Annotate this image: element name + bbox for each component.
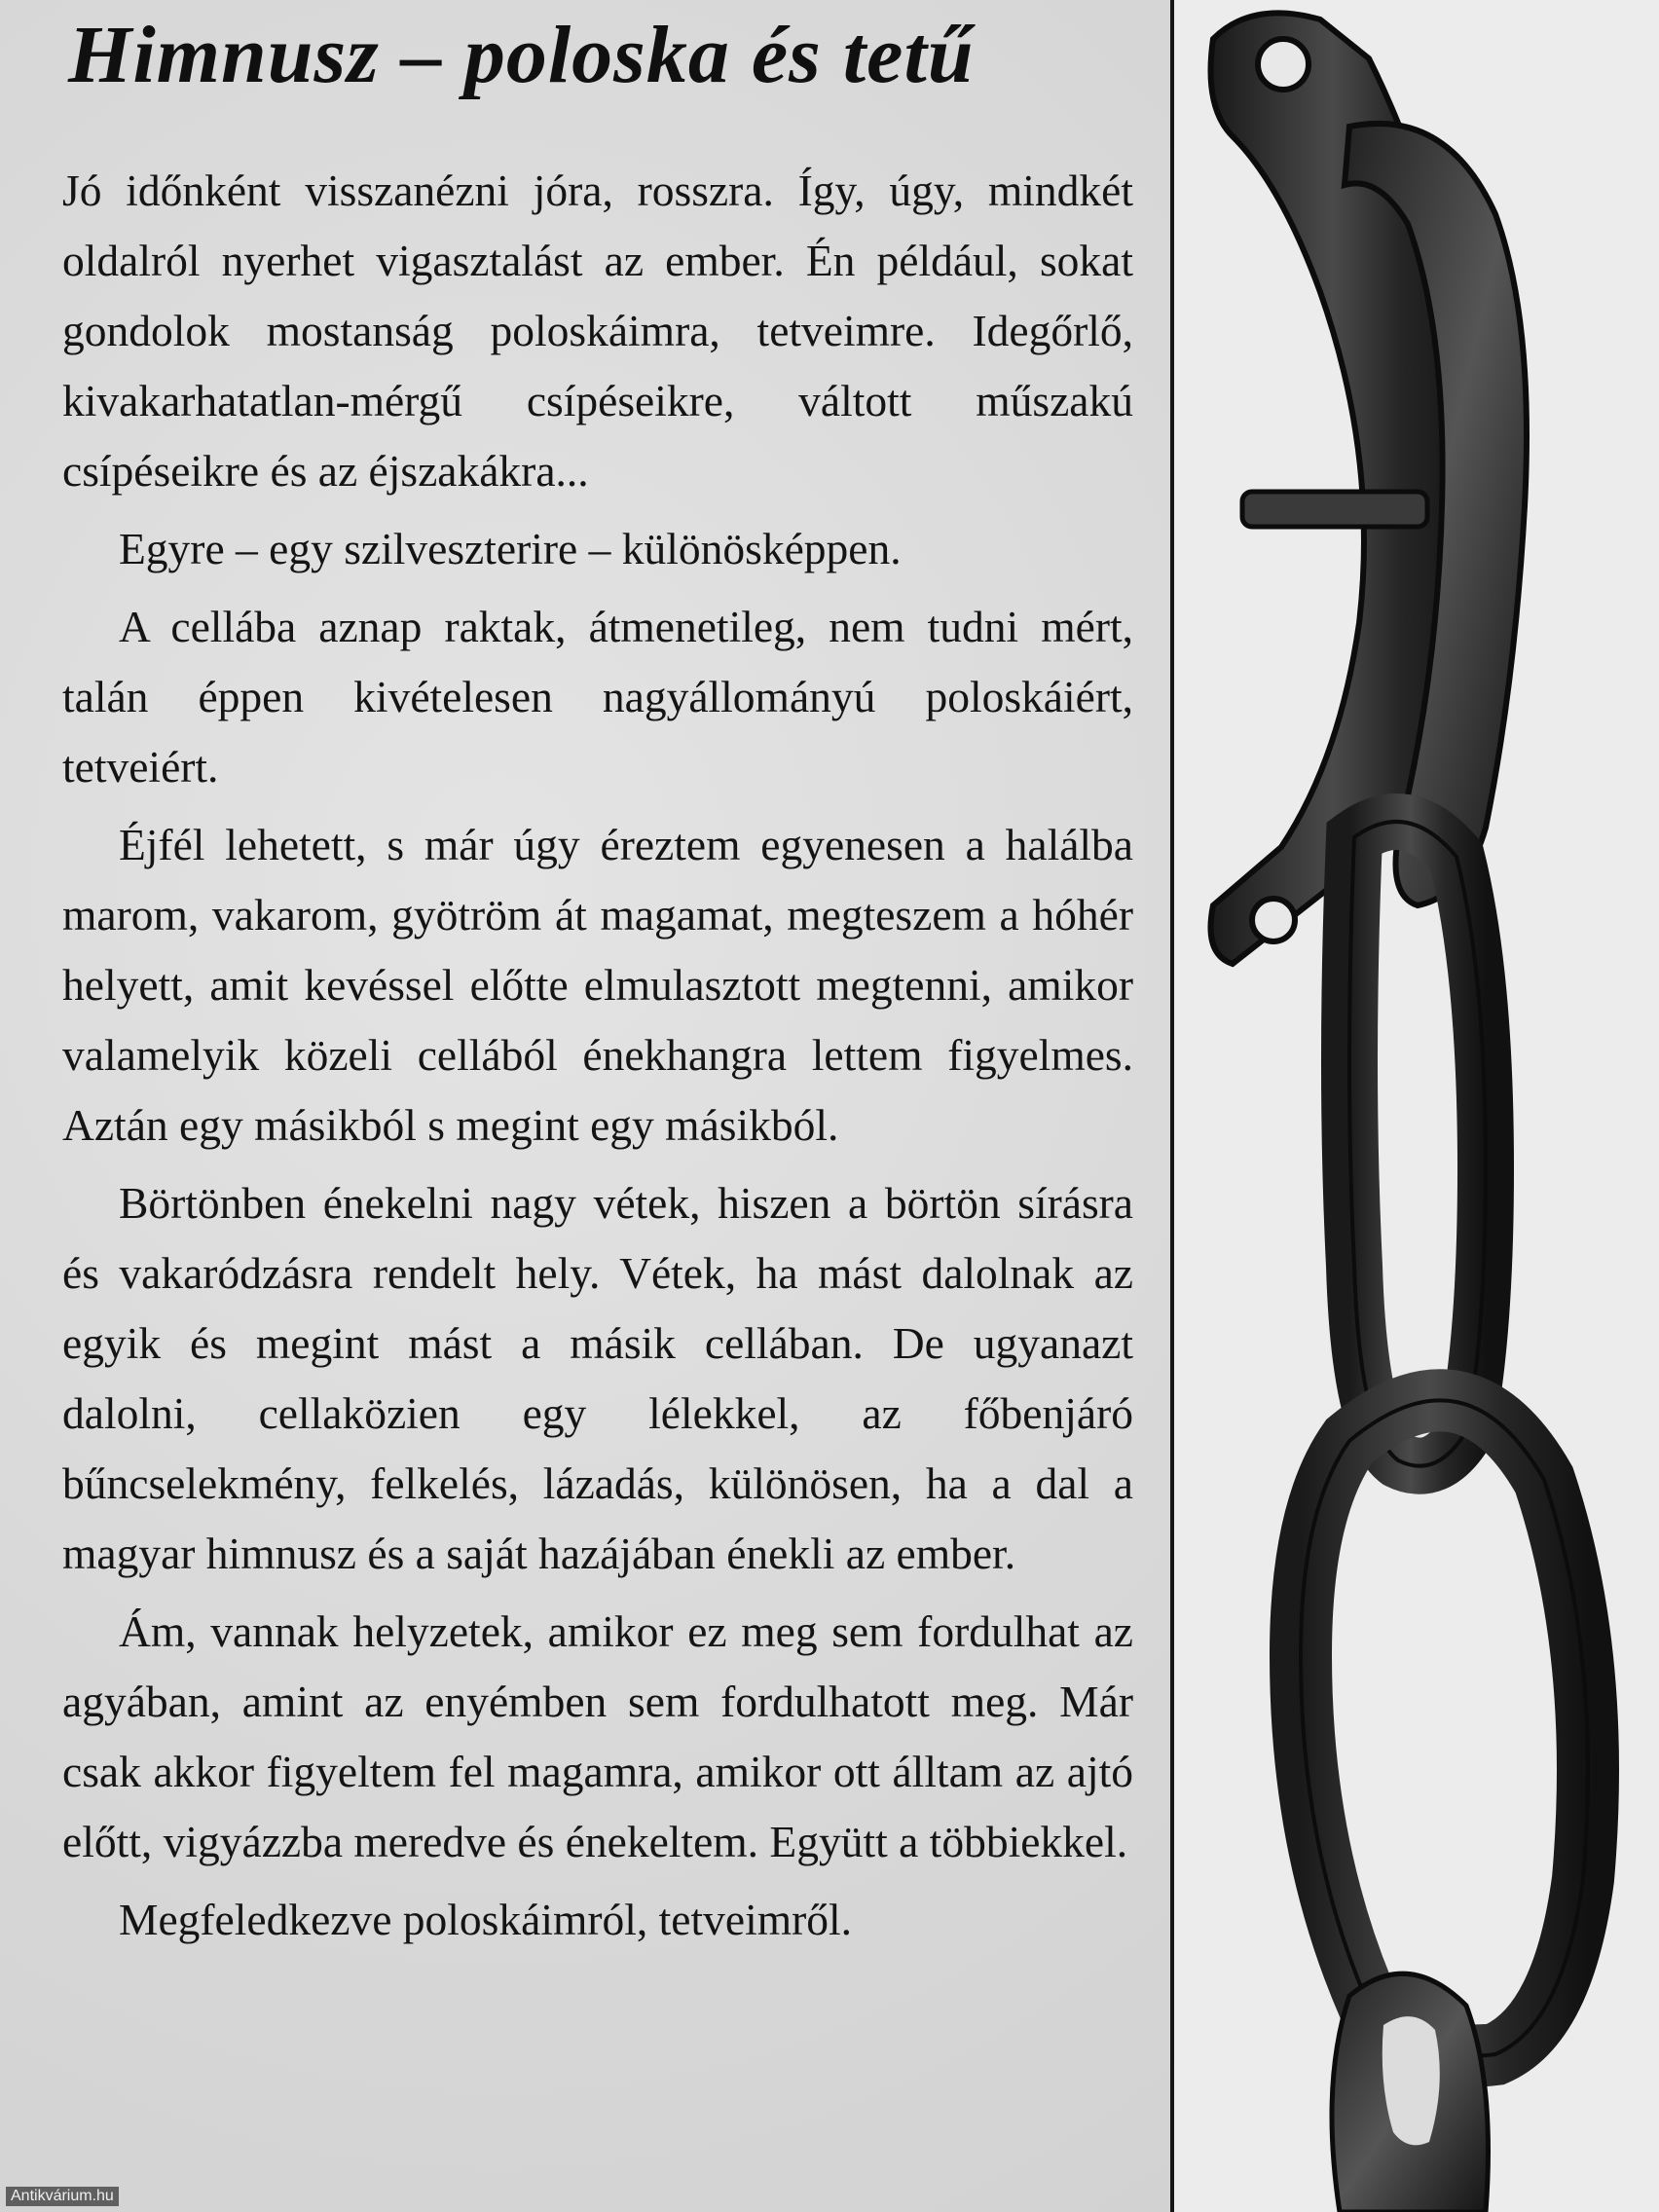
article-title: Himnusz – poloska és tetű bbox=[68, 10, 975, 100]
chain-link-3 bbox=[1301, 1400, 1588, 2055]
chain-link-2 bbox=[1349, 822, 1486, 1466]
article-body bbox=[62, 156, 1133, 1963]
watermark-label: Antikvárium.hu bbox=[6, 2187, 119, 2206]
paragraph-5: Börtönben énekelni nagy vétek, hiszen a börtön sírásra és vakaródzásra rendelt hely. Vétek, ha mást dalolnak az egyik és megint mást a másik cellában. De ugyanazt dalolni, cellaközien egy lélekkel, az főbenjáró bűncselekmény, felkelés, lázadás, különösen, ha a dal a magyar himnusz és a saját hazájában énekli az ember. bbox=[62, 1178, 1133, 1578]
paragraph-1: Jó időnként visszanézni jóra, rosszra. Így, úgy, mindkét oldalról nyerhet vigasztalást az ember. Én például, sokat gondolok mostanság poloskáimra, tetveimre. Idegőrlő, kivakarhatatlan-mérgű csípéseikre, váltott műszakú csípéseikre és az éjszakákra... bbox=[62, 166, 1133, 496]
paragraph-7: Megfeledkezve poloskáimról, tetveimről. bbox=[119, 1895, 853, 1944]
chain-link-4 bbox=[1332, 1973, 1489, 2212]
paragraph-3: A cellába aznap raktak, átmenetileg, nem tudni mért, talán éppen kivételesen nagyállományú poloskáiért, tetveiért. bbox=[62, 602, 1133, 792]
paragraph-6: Ám, vannak helyzetek, amikor ez meg sem fordulhat az agyában, amint az enyémben sem fordulhatott meg. Már csak akkor figyeltem fel magamra, amikor ott álltam az ajtó előtt, vigyázzba meredve és énekeltem. Együtt a többiekkel. bbox=[62, 1606, 1133, 1866]
chain-illustration bbox=[1174, 0, 1659, 2212]
paragraph-2: Egyre – egy szilveszterire – különösképpen. bbox=[119, 524, 902, 573]
chain-image bbox=[1174, 0, 1659, 2212]
paragraph-4: Éjfél lehetett, s már úgy éreztem egyenesen a halálba marom, vakarom, gyötröm át magamat, megteszem a hóhér helyett, amit kevéssel előtte elmulasztott megtenni, amikor valamelyik közeli cellából énekhangra lettem figyelmes. Aztán egy másikból s megint egy másikból. bbox=[62, 820, 1133, 1150]
